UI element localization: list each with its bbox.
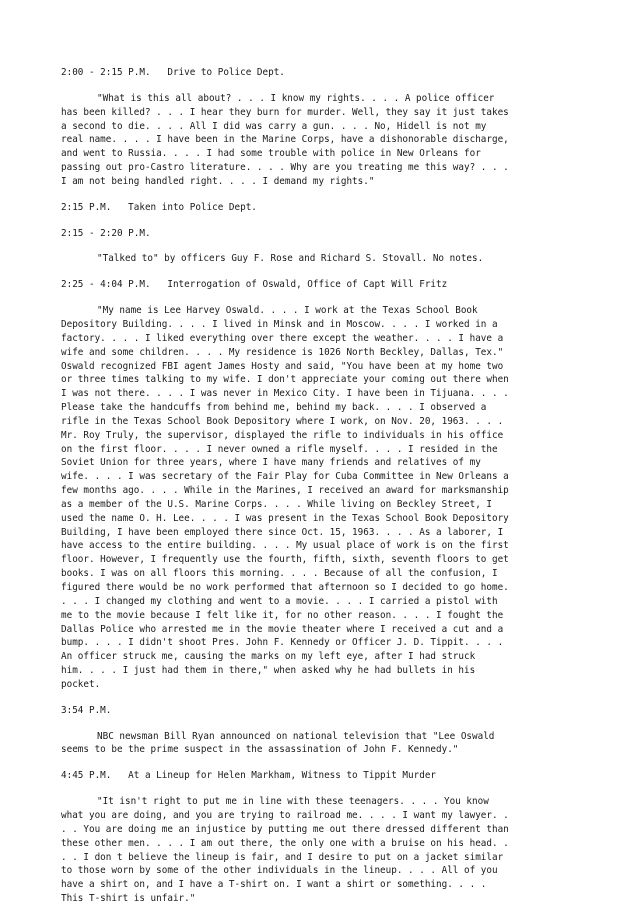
paragraph-line: has been killed? . . . I hear they burn for murder. Well, they say it just takes <box>61 106 509 118</box>
entry-heading: 2:15 - 2:20 P.M. <box>61 227 151 239</box>
paragraph-line: or three times talking to my wife. I don't appreciate your coming out there when <box>61 374 509 386</box>
paragraph-line: seems to be the prime suspect in the assassination of John F. Kennedy." <box>61 744 459 756</box>
entry-paragraph <box>61 730 581 758</box>
paragraph-line: have a shirt on, and I have a T-shirt on. I want a shirt or something. . . . <box>61 879 487 891</box>
paragraph-line: on the first floor. . . . I never owned a rifle myself. . . . I resided in the <box>61 443 498 455</box>
paragraph-line: to those worn by some of the other individuals in the lineup. . . . All of you <box>61 865 498 877</box>
paragraph-line: Building, I have been employed there since Oct. 15, 1963. . . . As a laborer, I <box>61 526 504 538</box>
paragraph-line: . . You are doing me an injustice by putting me out there dressed different than <box>61 823 509 835</box>
paragraph-line: Soviet Union for three years, where I have many friends and relatives of my <box>61 457 481 469</box>
paragraph-line: "What is this all about? . . . I know my rights. . . . A police officer <box>97 92 495 104</box>
paragraph-line: Dallas Police who arrested me in the movie theater where I received a cut and a <box>61 623 504 635</box>
paragraph-line: passing out pro-Castro literature. . . . Why are you treating me this way? . . . <box>61 162 509 174</box>
entry-heading: 2:15 P.M. Taken into Police Dept. <box>61 201 257 213</box>
paragraph-line: NBC newsman Bill Ryan announced on national television that "Lee Oswald <box>97 730 495 742</box>
timeline-entry <box>61 769 581 906</box>
paragraph-line: . . I don t believe the lineup is fair, and I desire to put on a jacket similar <box>61 851 504 863</box>
paragraph-line: few months ago. . . . While in the Marines, I received an award for marksmanship <box>61 485 509 497</box>
paragraph-line: these other men. . . . I am out there, the only one with a bruise on his head. . <box>61 837 509 849</box>
document-page <box>61 66 581 918</box>
paragraph-line: books. I was on all floors this morning. . . . Because of all the confusion, I <box>61 568 498 580</box>
paragraph-line: pocket. <box>61 678 101 690</box>
paragraph-line: him. . . . I just had them in there," when asked why he had bullets in his <box>61 665 476 677</box>
entry-heading: 4:45 P.M. At a Lineup for Helen Markham, Witness to Tippit Murder <box>61 770 437 782</box>
timeline-entry <box>61 704 581 758</box>
paragraph-line: Depository Building. . . . I lived in Minsk and in Moscow. . . . I worked in a <box>61 318 498 330</box>
entry-paragraph <box>61 795 581 906</box>
timeline-entry <box>61 201 581 215</box>
entry-paragraph <box>61 304 581 692</box>
paragraph-line: what you are doing, and you are trying to railroad me. . . . I want my lawyer. . <box>61 809 509 821</box>
paragraph-line: me to the movie because I felt like it, for no other reason. . . . I fought the <box>61 609 504 621</box>
entry-paragraph <box>61 92 581 189</box>
entry-heading: 2:25 - 4:04 P.M. Interrogation of Oswald, Office of Capt Will Fritz <box>61 279 448 291</box>
paragraph-line: Please take the handcuffs from behind me, behind my back. . . . I observed a <box>61 402 487 414</box>
entry-paragraph <box>61 252 581 266</box>
timeline-entry <box>61 278 581 691</box>
paragraph-line: floor. However, I frequently use the fourth, fifth, sixth, seventh floors to get <box>61 554 509 566</box>
paragraph-line: factory. . . . I liked everything over there except the weather. . . . I have a <box>61 332 504 344</box>
paragraph-line: real name. . . . I have been in the Marine Corps, have a dishonorable discharge, <box>61 134 509 146</box>
paragraph-line: a second to die. . . . All I did was carry a gun. . . . No, Hidell is not my <box>61 120 487 132</box>
paragraph-line: "It isn't right to put me in line with these teenagers. . . . You know <box>97 796 489 808</box>
paragraph-line: used the name O. H. Lee. . . . I was present in the Texas School Book Depository <box>61 512 509 524</box>
paragraph-line: Oswald recognized FBI agent James Hosty and said, "You have been at my home two <box>61 360 504 372</box>
paragraph-line: This T-shirt is unfair." <box>61 893 196 905</box>
paragraph-line: wife and some children. . . . My residence is 1026 North Beckley, Dallas, Tex." <box>61 346 504 358</box>
paragraph-line: and went to Russia. . . . I had some trouble with police in New Orleans for <box>61 148 481 160</box>
paragraph-line: I was not there. . . . I was never in Mexico City. I have been in Tijuana. . . . <box>61 388 509 400</box>
paragraph-line: have access to the entire building. . . . My usual place of work is on the first <box>61 540 509 552</box>
timeline-entry <box>61 227 581 267</box>
paragraph-line: . . . I changed my clothing and went to a movie. . . . I carried a pistol with <box>61 595 498 607</box>
timeline-entry <box>61 66 581 189</box>
paragraph-line: wife. . . . I was secretary of the Fair Play for Cuba Committee in New Orleans a <box>61 471 509 483</box>
paragraph-line: "Talked to" by officers Guy F. Rose and Richard S. Stovall. No notes. <box>97 253 484 265</box>
paragraph-line: figured there would be no work performed that afternoon so I decided to go home. <box>61 582 509 593</box>
paragraph-line: I am not being handled right. . . . I demand my rights." <box>61 175 375 187</box>
paragraph-line: as a member of the U.S. Marine Corps. . . . While living on Beckley Street, I <box>61 498 492 510</box>
entry-heading: 2:00 - 2:15 P.M. Drive to Police Dept. <box>61 67 285 78</box>
paragraph-line: rifle in the Texas School Book Depository where I work, on Nov. 20, 1963. . . . <box>61 415 504 427</box>
paragraph-line: An officer struck me, causing the marks on my left eye, after I had struck <box>61 651 476 663</box>
paragraph-line: bump. . . . I didn't shoot Pres. John F. Kennedy or Officer J. D. Tippit. . . . <box>61 637 504 649</box>
paragraph-line: Mr. Roy Truly, the supervisor, displayed the rifle to individuals in his office <box>61 429 504 441</box>
paragraph-line: "My name is Lee Harvey Oswald. . . . I work at the Texas School Book <box>97 305 478 317</box>
entry-heading: 3:54 P.M. <box>61 704 112 716</box>
